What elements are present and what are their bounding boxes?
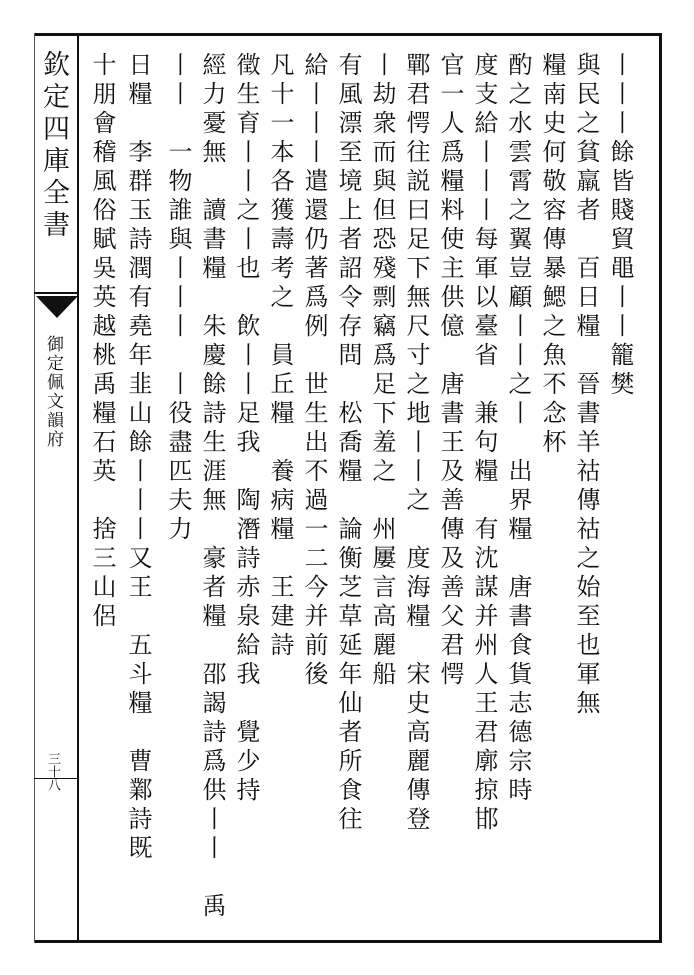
text-column: 丨劫衆而與但恐殘剽竊爲足下羞之 州屢言高麗船 (368, 52, 396, 690)
text-column: 凡十一本各獲壽考之 員丘糧 養病糧 王建詩 (266, 52, 294, 661)
fish-tail-mark (36, 296, 78, 318)
page-number: 三十八 (45, 752, 60, 791)
text-column: 日糧 李群玉詩潤有堯年韭山餘丨丨丨又王 五斗糧 曹鄴詩既 (124, 52, 152, 864)
bottom-border (34, 940, 662, 943)
text-column: 鄲君愕往説曰足下無尺寸之地丨丨之 度海糧 宋史高麗傳登 (402, 52, 430, 835)
top-border (34, 33, 662, 36)
text-column: 官一人爲糧料使主供億 唐書王及善傳及善父君愕 (436, 52, 464, 690)
text-column: 酌之水雲霄之翼豈顧丨丨之丨 出界糧 唐書食貨志德宗時 (504, 52, 532, 806)
text-column: 有風漂至境上者詔令存問 松喬糧 論衡芝草延年仙者所食往 (334, 52, 362, 835)
text-column: 丨丨丨餘皆賤貿黽丨丨籠樊 (606, 52, 634, 400)
text-column: 十朋會稽風俗賦吳英越桃禹糧石英 捨三山侶 (88, 52, 116, 632)
text-column: 與民之貧羸者 百日糧 晉書羊祜傳祜之始至也軍無 (572, 52, 600, 719)
right-border (659, 33, 662, 943)
left-border (34, 33, 35, 943)
series-title: 欽定四庫全書 (38, 50, 69, 242)
margin-divider (77, 33, 79, 943)
book-title: 御定佩文韻府 (43, 335, 63, 449)
margin-rule (34, 292, 78, 294)
text-column: 徵生育丨丨之丨也 飲丨丨足我 陶潛詩赤泉給我 覺少持 (232, 52, 260, 806)
text-column: 經力憂無 讀書糧 朱慶餘詩生涯無 豪者糧 邵謁詩爲供丨丨 禹 (198, 52, 226, 922)
text-column: 糧南史何敬容傳暴鰓之魚不念杯 (538, 52, 566, 458)
text-column: 度支給丨丨丨每軍以臺省 兼句糧 有沈謀并州人王君廓掠邯 (470, 52, 498, 835)
text-column: 丨丨 一物誰與丨丨丨 丨役盡匹夫力 (164, 52, 192, 545)
text-column: 給丨丨丨遣還仍著爲例 世生出不過一二今并前後 (300, 52, 328, 690)
